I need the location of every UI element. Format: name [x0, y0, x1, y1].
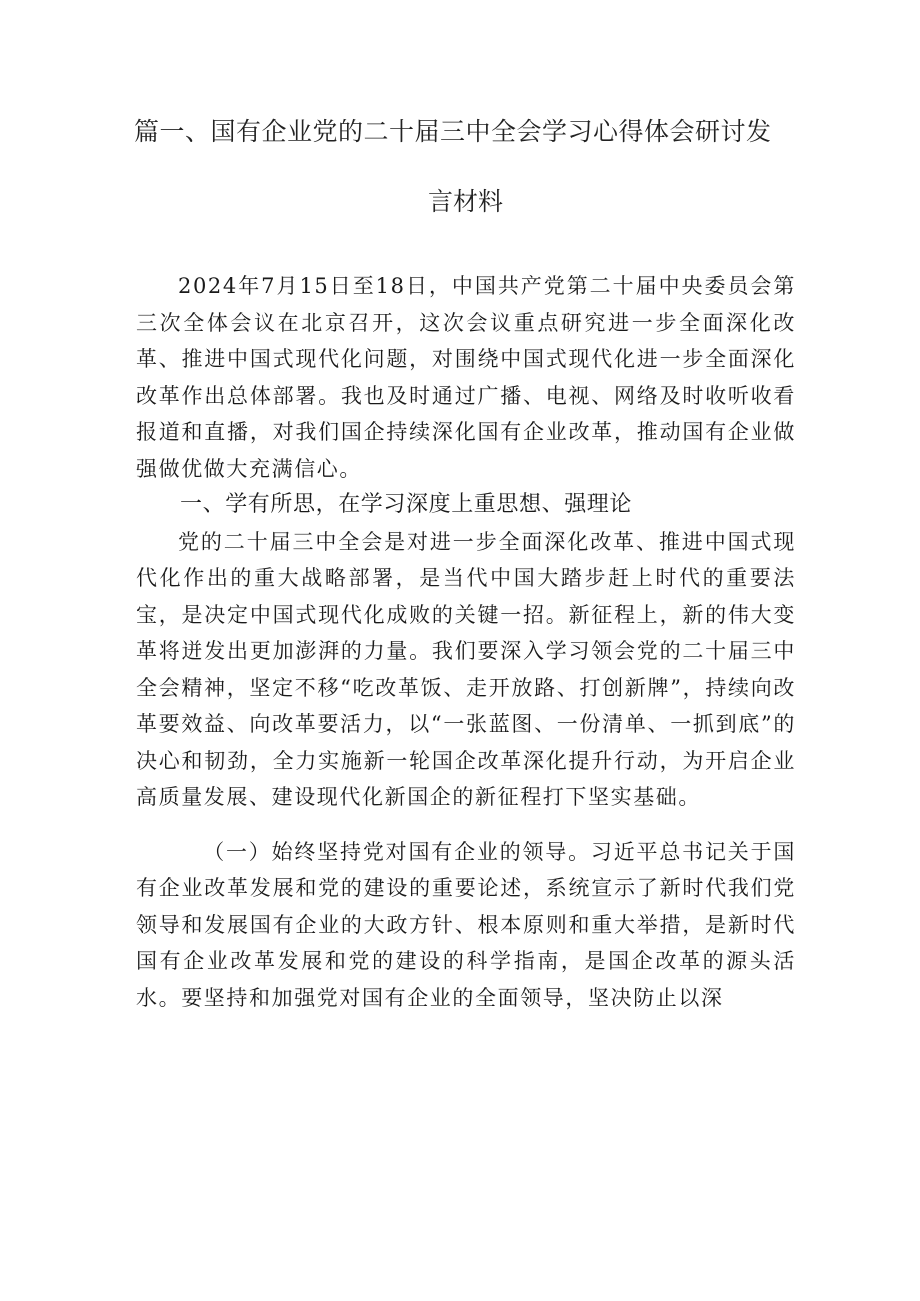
document-title-line-1: 篇一、国有企业党的二十届三中全会学习心得体会研讨发 [134, 117, 772, 146]
intro-paragraph: 2024年7月15日至18日，中国共产党第二十届中央委员会第三次全体会议在北京召开，这次会议重点研究进一步全面深化改革、推进中国式现代化问题，对围绕中国式现代化进一步全面深化改革作出总体部署。我也及时通过广播、电视、网络及时收听收看报道和直播，对我们国企持续深化国有企业改革，推动国有企业做强做优做大充满信心。 [136, 274, 796, 481]
section-heading-1: 一、学有所思，在学习深度上重思想、强理论 [180, 492, 633, 517]
document-body [136, 268, 796, 1016]
section-1-paragraph: 党的二十届三中全会是对进一步全面深化改革、推进中国式现代化作出的重大战略部署，是当代中国大踏步赶上时代的重要法宝，是决定中国式现代化成败的关键一招。新征程上，新的伟大变革将迸发出更加澎湃的力量。我们要深入学习领会党的二十届三中全会精神，坚定不移“吃改革饭、走开放路、打创新牌”，持续向改革要效益、向改革要活力，以“一张蓝图、一份清单、一抓到底”的决心和韧劲，全力实施新一轮国企改革深化提升行动，为开启企业高质量发展、建设现代化新国企的新征程打下坚实基础。 [136, 529, 796, 809]
document-title-line-2: 言材料 [428, 187, 504, 216]
subsection-1-paragraph: （一）始终坚持党对国有企业的领导。习近平总书记关于国有企业改革发展和党的建设的重要论述，系统宣示了新时代我们党领导和发展国有企业的大政方针、根本原则和重大举措，是新时代国有企业改革发展和党的建设的科学指南，是国企改革的源头活水。要坚持和加强党对国有企业的全面领导，坚决防止以深 [136, 839, 796, 1010]
